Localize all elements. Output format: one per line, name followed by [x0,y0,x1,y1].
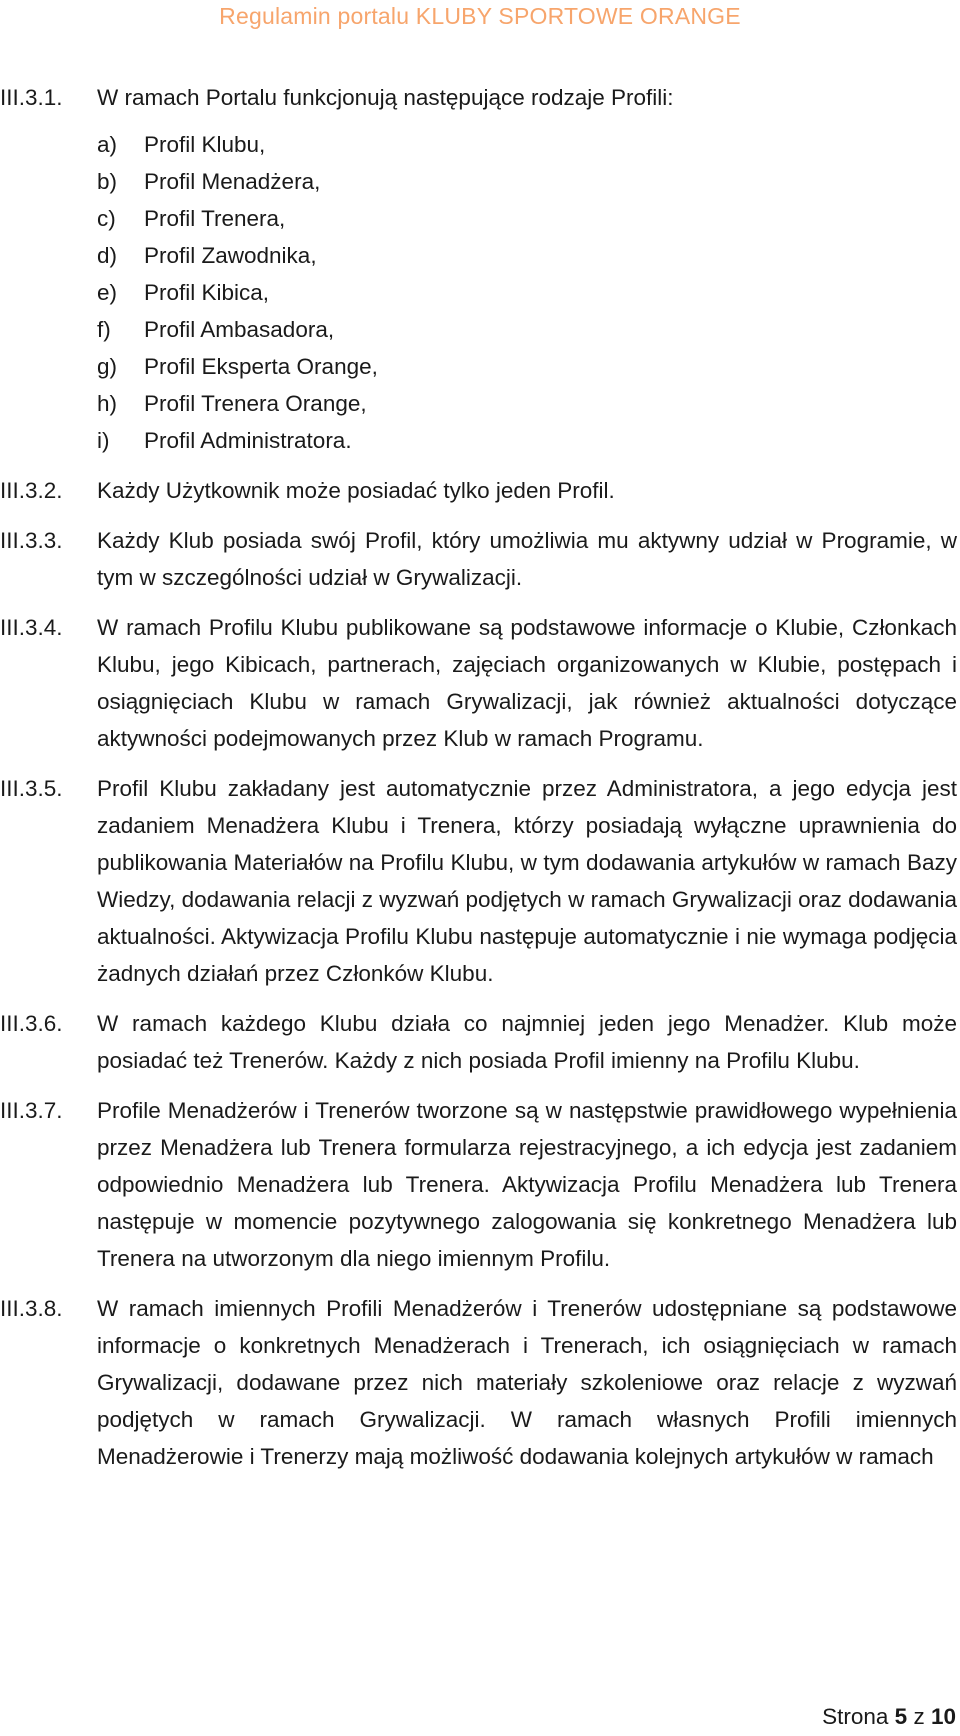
paragraph-text: W ramach Portalu funkcjonują następujące rodzaje Profili: [97,85,674,110]
list-marker: f) [97,317,111,342]
list-item-text: Profil Klubu, [144,132,266,157]
paragraph-text: Profile Menadżerów i Trenerów tworzone są w następstwie prawidłowego wypełnienia przez Menadżera lub Trenera formularza rejestracyjnego, a ich edycja jest zadaniem odpowiednio Menadżera lub Trenera. Aktywizacja Profilu Menadżera lub Trenera następuje w momencie pozytywnego zalogowania się konkretnego Menadżera lub Trenera na utworzonym dla niego imiennym Profilu. [97,1098,957,1271]
page-number-prefix: Strona [822,1704,889,1729]
list-item [97,237,957,274]
paragraph-III-3-1 [0,79,958,459]
paragraph-number: III.3.3. [0,528,63,553]
paragraph-III-3-7 [0,1092,958,1277]
list-item [97,274,957,311]
list-item [97,422,957,459]
list-item [97,311,957,348]
paragraph-number: III.3.6. [0,1011,63,1036]
list-item [97,126,957,163]
list-item-text: Profil Eksperta Orange, [144,354,378,379]
list-marker: h) [97,391,118,416]
list-item [97,163,957,200]
paragraph-III-3-6 [0,1005,958,1079]
page-number-current: 5 [894,1704,908,1729]
paragraph-text: Każdy Klub posiada swój Profil, który umożliwia mu aktywny udział w Programie, w tym w szczególności udział w Grywalizacji. [97,528,957,590]
list-marker: g) [97,354,118,379]
paragraph-number: III.3.8. [0,1296,63,1321]
list-item [97,348,957,385]
list-marker: e) [97,280,118,305]
list-marker: c) [97,206,116,231]
list-marker: i) [97,428,110,453]
paragraph-III-3-5 [0,770,958,992]
paragraph-text: W ramach każdego Klubu działa co najmniej jeden jego Menadżer. Klub może posiadać też Trenerów. Każdy z nich posiada Profil imienny na Profilu Klubu. [97,1011,957,1073]
paragraph-number: III.3.2. [0,478,63,503]
paragraph-text: Profil Klubu zakładany jest automatycznie przez Administratora, a jego edycja jest zadaniem Menadżera Klubu i Trenera, którzy posiadają wyłączne uprawnienia do publikowania Materiałów na Profilu Klubu, w tym dodawania artykułów w ramach Bazy Wiedzy, dodawania relacji z wyzwań podjętych w ramach Grywalizacji oraz dodawania aktualności. Aktywizacja Profilu Klubu następuje automatycznie i nie wymaga podjęcia żadnych działań przez Członków Klubu. [97,776,957,986]
page-number [822,1698,956,1735]
list-item-text: Profil Ambasadora, [144,317,335,342]
paragraph-III-3-4 [0,609,958,757]
list-item [97,385,957,422]
paragraph-number: III.3.4. [0,615,63,640]
paragraph-III-3-2 [0,472,958,509]
paragraph-text: W ramach imiennych Profili Menadżerów i Trenerów udostępniane są podstawowe informacje o konkretnych Menadżerach i Trenerach, ich osiągnięciach w ramach Grywalizacji, dodawane przez nich materiały szkoleniowe oraz relacje z wyzwań podjętych w ramach Grywalizacji. W ramach własnych Profili imiennych Menadżerowie i Trenerzy mają możliwość dodawania kolejnych artykułów w ramach [97,1296,957,1469]
list-item [97,200,957,237]
paragraph-III-3-3 [0,522,958,596]
list-marker: a) [97,132,118,157]
paragraph-text: Każdy Użytkownik może posiadać tylko jeden Profil. [97,478,615,503]
paragraph-number: III.3.7. [0,1098,63,1123]
list-item-text: Profil Trenera, [144,206,286,231]
paragraph-text-block [97,79,957,459]
list-item-text: Profil Trenera Orange, [144,391,367,416]
list-item-text: Profil Menadżera, [144,169,321,194]
list-marker: b) [97,169,118,194]
list-item-text: Profil Administratora. [144,428,352,453]
paragraph-number: III.3.1. [0,85,63,110]
paragraph-III-3-8 [0,1290,958,1475]
list-marker: d) [97,243,118,268]
paragraph-number: III.3.5. [0,776,63,801]
list-item-text: Profil Zawodnika, [144,243,317,268]
page-number-total: 10 [930,1704,956,1729]
page-header: Regulamin portalu KLUBY SPORTOWE ORANGE [219,3,741,29]
list-item-text: Profil Kibica, [144,280,270,305]
page-number-separator: z [913,1704,925,1729]
document-body [0,79,958,1488]
paragraph-text: W ramach Profilu Klubu publikowane są podstawowe informacje o Klubie, Członkach Klubu, jego Kibicach, partnerach, zajęciach organizowanych w Klubie, postępach i osiągnięciach Klubu w ramach Grywalizacji, jak również aktualności dotyczące aktywności podejmowanych przez Klub w ramach Programu. [97,615,957,751]
profile-types-list [97,126,957,459]
